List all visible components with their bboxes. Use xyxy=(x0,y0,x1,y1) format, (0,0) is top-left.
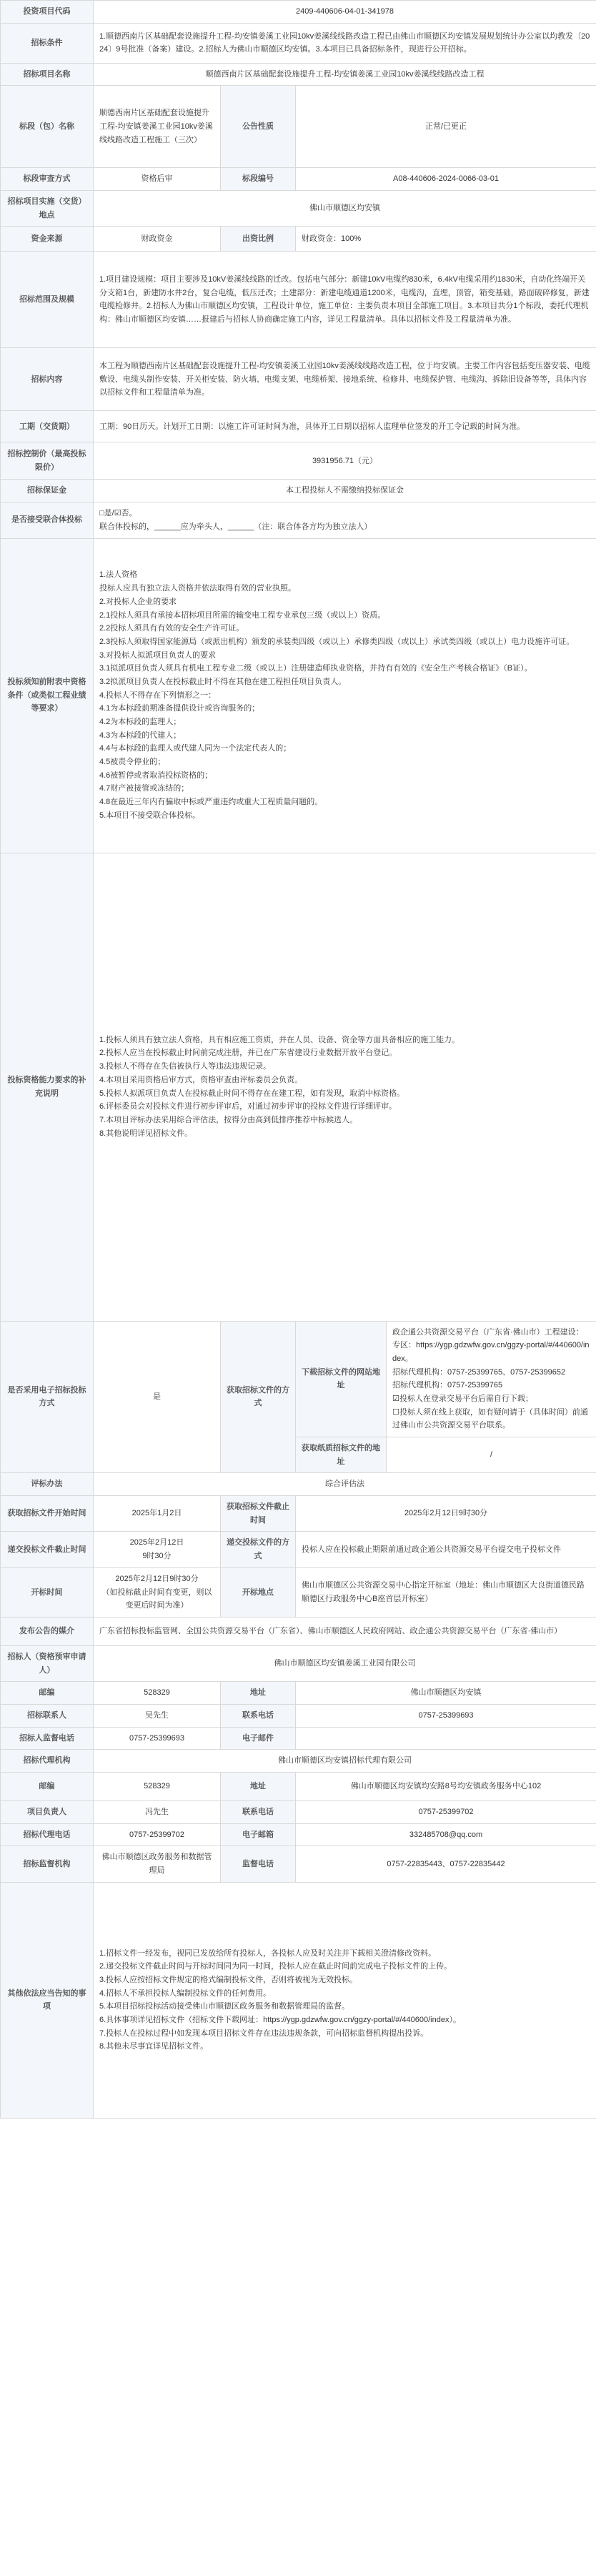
row-tenderer xyxy=(1,1645,596,1681)
value-tenderer-phone: 0757-25399693 xyxy=(296,1704,596,1727)
value-bid-conditions: 1.顺德西南片区基础配套设施提升工程-均安镇姜溪工业园10kv姜溪线线路改造工程已由佛山市顺德区均安镇发展规划统计办公室以均教发〔2024〕9号批准（备案）建设。2.招标人为佛山市顺德区均安镇。3.本项目已具备招标条件，现进行公开招标。 xyxy=(94,23,596,63)
row-funds xyxy=(1,227,596,252)
value-tenderer-email xyxy=(296,1727,596,1750)
row-publish xyxy=(1,1617,596,1645)
value-tenderer-addr: 佛山市顺德区均安镇 xyxy=(296,1682,596,1705)
row-consortium xyxy=(1,502,596,538)
row-price xyxy=(1,442,596,480)
label-bid-conditions: 招标条件 xyxy=(1,23,94,63)
label-section: 标段（包）名称 xyxy=(1,86,94,168)
row-supervise xyxy=(1,1846,596,1882)
value-agency-contact: 冯先生 xyxy=(94,1801,221,1824)
value-funds-source: 财政资金 xyxy=(94,227,221,252)
row-tenderer-addr xyxy=(1,1682,596,1705)
value-content: 本工程为顺德西南片区基础配套设施提升工程-均安镇姜溪工业园10kv姜溪线线路改造工程，位于均安镇。主要工作内容包括变压器安装、电缆敷设、电缆头制作安装、开关柜安装、防火墙、电缆支架、电缆桥架、接地系统、检修井、电缆保护管、电缆沟、拆除旧设备等等，具体内容以招标文件和工程量清单为准。 xyxy=(94,348,596,411)
label-agency-contact: 项目负责人 xyxy=(1,1801,94,1824)
row-content xyxy=(1,348,596,411)
value-project-name: 顺德西南片区基础配套设施提升工程-均安镇姜溪工业园10kv姜溪线线路改造工程 xyxy=(94,63,596,86)
row-requirement xyxy=(1,538,596,853)
label-period: 工期（交货期） xyxy=(1,411,94,442)
row-time-submit xyxy=(1,1532,596,1567)
row-agency-addr xyxy=(1,1773,596,1801)
value-price: 3931956.71（元） xyxy=(94,442,596,480)
label-publish: 发布公告的媒介 xyxy=(1,1617,94,1645)
row-section xyxy=(1,86,596,168)
value-supervise-phone: 0757-22835443、0757-22835442 xyxy=(296,1846,596,1882)
label-open-place: 开标地点 xyxy=(221,1567,296,1617)
value-section-name: 顺德西南片区基础配套设施提升工程-均安镇姜溪工业园10kv姜溪线线路改造工程施工（三次） xyxy=(94,86,221,168)
row-scope xyxy=(1,252,596,348)
label-project-name: 招标项目名称 xyxy=(1,63,94,86)
label-offline: 获取纸质招标文件的地址 xyxy=(296,1437,387,1473)
row-agency-fax xyxy=(1,1823,596,1846)
value-tenderer-contact: 吴先生 xyxy=(94,1704,221,1727)
label-requirement: 投标须知前附表中资格条件（或类似工程业绩等要求） xyxy=(1,538,94,853)
row-tenderer-contact xyxy=(1,1704,596,1727)
label-agency-postcode: 邮编 xyxy=(1,1773,94,1801)
label-funds: 资金来源 xyxy=(1,227,94,252)
row-qualification xyxy=(1,168,596,191)
label-time-acquire: 获取招标文件开始时间 xyxy=(1,1496,94,1532)
value-online: 是 xyxy=(94,1321,221,1473)
value-supervise: 佛山市顺德区政务服务和数据管理局 xyxy=(94,1846,221,1882)
label-time-open: 开标时间 xyxy=(1,1567,94,1617)
label-evaluation-method: 评标办法 xyxy=(1,1473,94,1496)
label-tenderer-contact: 招标联系人 xyxy=(1,1704,94,1727)
label-tenderer-phone: 联系电话 xyxy=(221,1704,296,1727)
value-project-code: 2409-440606-04-01-341978 xyxy=(94,1,596,24)
value-section-type: 正常/已更正 xyxy=(296,86,596,168)
label-tenderer: 招标人（资格预审申请人） xyxy=(1,1645,94,1681)
value-submit-method: 投标人应在投标截止期限前通过政企通公共资源交易平台提交电子投标文件 xyxy=(296,1532,596,1567)
row-period xyxy=(1,411,596,442)
row-tenderer-agent xyxy=(1,1727,596,1750)
row-project-code xyxy=(1,1,596,24)
value-publish: 广东省招标投标监管网、全国公共资源交易平台（广东省）、佛山市顺德区人民政府网站、政企通公共资源交易平台（广东省·佛山市） xyxy=(94,1617,596,1645)
label-agency-addr: 地址 xyxy=(221,1773,296,1801)
value-evaluation: 1.投标人须具有独立法人资格，具有相应施工资质，并在人员、设备、资金等方面具备相应的施工能力。 2.投标人应当在投标截止时间前完成注册，并已在广东省建设行业数据开放平台登记。 3.投标人不得存在失信被执行人等违法违规记录。 4.本项目采用资格后审方式，资格审查由评标委员会负责。 5.投标人拟派项目负责人在投标截止时间不得存在在建工程，如有发现，取消中标资格。 6.评标委员会对投标文件进行初步评审后，对通过初步评审的投标文件进行详细评审。 7.本项目评标办法采用综合评估法，按得分由高到低排序推荐中标候选人。 8.其他说明详见招标文件。 xyxy=(94,853,596,1321)
value-download-site: 政企通公共资源交易平台（广东省·佛山市）工程建设：专区：https://ygp.gdzwfw.gov.cn/ggzy-portal/#/440600/index。 招标代理机构：0757-25399765、0757-25399652 招标代理机构：0757-25399765 ☑投标人在登录交易平台后需自行下载； ☐投标人须在线上获取，如有疑问请于（具体时间）前通过佛山市公共资源交易平台联系。 xyxy=(387,1321,596,1437)
value-agency: 佛山市顺德区均安镇招标代理有限公司 xyxy=(94,1750,596,1773)
value-time-submit: 2025年2月12日 9时30分 xyxy=(94,1532,221,1567)
label-deposit: 招标保证金 xyxy=(1,480,94,502)
row-time-acquire xyxy=(1,1496,596,1532)
row-evaluation-method xyxy=(1,1473,596,1496)
value-scope: 1.项目建设规模：项目主要涉及10kV姜溪线线路的迁改。包括电气部分：新建10kV电缆约830米，6.4kV电缆采用约1830米，自动化终端开关分支箱1台，新建防水井2台，复合电缆，低压迁改；土建部分：新建电缆通道1200米，电缆沟，直埋，顶管，箱变基础，路面破碎修复，新建电缆检修井。2.招标人为佛山市顺德区均安镇，工程设计单位，施工单位：主要负责本项目全部施工项目。3.本项目共分1个标段，委托代理机构：佛山市顺德区均安镇……报建后与招标人协商确定施工内容，详见工程量清单。具体以招标文件及工程量清单为准。 xyxy=(94,252,596,348)
row-deposit xyxy=(1,480,596,502)
row-evaluation xyxy=(1,853,596,1321)
value-other: 1.招标文件一经发布，视同已发放给所有投标人，各投标人应及时关注并下载相关澄清修改资料。 2.递交投标文件截止时间与开标时间同为同一时间，投标人应在截止时间前完成电子投标文件的上传。 3.投标人应按招标文件规定的格式编制投标文件，否则将被视为无效投标。 4.招标人不承担投标人编制投标文件的任何费用。 5.本项目招标投标活动接受佛山市顺德区政务服务和数据管理局的监督。 6.具体事项详见招标文件（招标文件下载网址：https://ygp.gdzwfw.gov.cn/ggzy-portal/#/440600/index）。 7.投标人在投标过程中如发现本项目招标文件存在违法违规条款，可向招标监督机构提出投诉。 8.其他未尽事宜详见招标文件。 xyxy=(94,1882,596,2118)
label-tenderer-addr: 地址 xyxy=(221,1682,296,1705)
value-requirement: 1.法人资格 投标人应具有独立法人资格并依法取得有效的营业执照。 2.对投标人企业的要求 2.1投标人须具有承接本招标项目所需的输变电工程专业承包三级（或以上）资质。 2.2投标人须具有有效的安全生产许可证。 2.3投标人须取得国家能源局（或派出机构）颁发的承装类四级（或以上）承修类四级（或以上）承试类四级（或以上）电力设施许可证。 3.对投标人拟派项目负责人的要求 3.1拟派项目负责人须具有机电工程专业二级（或以上）注册建造师执业资格，并持有有效的《安全生产考核合格证》（B证）。 3.2拟派项目负责人在投标截止时不得在其他在建工程担任项目负责人。 4.投标人不得存在下列情形之一： 4.1为本标段前期准备提供设计或咨询服务的； 4.2为本标段的监理人； 4.3为本标段的代建人； 4.4与本标段的监理人或代建人同为一个法定代表人的； 4.5被责令停业的； 4.6被暂停或者取消投标资格的； 4.7财产被接管或冻结的； 4.8在最近三年内有骗取中标或严重违约或重大工程质量问题的。 5.本项目不接受联合体投标。 xyxy=(94,538,596,853)
label-submit-method: 递交投标文件的方式 xyxy=(221,1532,296,1567)
label-tenderer-agent: 招标人监督电话 xyxy=(1,1727,94,1750)
label-supervise-phone: 监督电话 xyxy=(221,1846,296,1882)
label-time-submit: 递交投标文件截止时间 xyxy=(1,1532,94,1567)
row-time-open xyxy=(1,1567,596,1617)
label-tenderer-email: 电子邮件 xyxy=(221,1727,296,1750)
value-tenderer-postcode: 528329 xyxy=(94,1682,221,1705)
value-deposit: 本工程投标人不需缴纳投标保证金 xyxy=(94,480,596,502)
label-scope: 招标范围及规模 xyxy=(1,252,94,348)
label-content: 招标内容 xyxy=(1,348,94,411)
label-tenderer-postcode: 邮编 xyxy=(1,1682,94,1705)
value-agency-email: 332485708@qq.com xyxy=(296,1823,596,1846)
value-open-place: 佛山市顺德区公共资源交易中心指定开标室（地址：佛山市顺德区大良街道德民路顺德区行政服务中心B座首层开标室） xyxy=(296,1567,596,1617)
label-download-site: 下载招标文件的网站地址 xyxy=(296,1321,387,1437)
row-other xyxy=(1,1882,596,2118)
label-consortium: 是否接受联合体投标 xyxy=(1,502,94,538)
label-agency-email: 电子邮箱 xyxy=(221,1823,296,1846)
value-time-open: 2025年2月12日9时30分 （如投标截止时间有变更，则以变更后时间为准） xyxy=(94,1567,221,1617)
label-time-acquire-end: 获取招标文件截止时间 xyxy=(221,1496,296,1532)
value-section-code: A08-440606-2024-0066-03-01 xyxy=(296,168,596,191)
value-time-acquire-end: 2025年2月12日9时30分 xyxy=(296,1496,596,1532)
value-agency-phone: 0757-25399702 xyxy=(296,1801,596,1824)
row-location xyxy=(1,191,596,227)
row-agency-contact xyxy=(1,1801,596,1824)
label-agency: 招标代理机构 xyxy=(1,1750,94,1773)
row-online-1 xyxy=(1,1321,596,1437)
label-agency-fax: 招标代理电话 xyxy=(1,1823,94,1846)
label-location: 招标项目实施（交货）地点 xyxy=(1,191,94,227)
value-evaluation-method: 综合评估法 xyxy=(94,1473,596,1496)
row-project-name xyxy=(1,63,596,86)
label-section-type: 公告性质 xyxy=(221,86,296,168)
label-project-code: 投资项目代码 xyxy=(1,1,94,24)
value-tenderer-agent: 0757-25399693 xyxy=(94,1727,221,1750)
value-agency-postcode: 528329 xyxy=(94,1773,221,1801)
label-agency-phone: 联系电话 xyxy=(221,1801,296,1824)
value-consortium: □是/☑否。 联合体投标的，______应为牵头人，______（注：联合体各方均为独立法人） xyxy=(94,502,596,538)
label-supervise: 招标监督机构 xyxy=(1,1846,94,1882)
label-qualification: 标段审查方式 xyxy=(1,168,94,191)
label-section-code: 标段编号 xyxy=(221,168,296,191)
value-time-acquire: 2025年1月2日 xyxy=(94,1496,221,1532)
row-agency xyxy=(1,1750,596,1773)
label-acquire: 获取招标文件的方式 xyxy=(221,1321,296,1473)
label-evaluation: 投标资格能力要求的补充说明 xyxy=(1,853,94,1321)
value-qualification: 资格后审 xyxy=(94,168,221,191)
value-funds-ratio: 财政资金：100% xyxy=(296,227,596,252)
value-location: 佛山市顺德区均安镇 xyxy=(94,191,596,227)
value-tenderer: 佛山市顺德区均安镇姜溪工业园有限公司 xyxy=(94,1645,596,1681)
value-agency-addr: 佛山市顺德区均安镇均安路8号均安镇政务服务中心102 xyxy=(296,1773,596,1801)
label-other: 其他依法应当告知的事项 xyxy=(1,1882,94,2118)
label-price: 招标控制价（最高投标限价） xyxy=(1,442,94,480)
row-bid-conditions xyxy=(1,23,596,63)
value-period: 工期：90日历天。计划开工日期：以施工许可证时间为准，具体开工日期以招标人监理单位签发的开工令记载的时间为准。 xyxy=(94,411,596,442)
value-agency-fax: 0757-25399702 xyxy=(94,1823,221,1846)
value-offline: / xyxy=(387,1437,596,1473)
label-online: 是否采用电子招标投标方式 xyxy=(1,1321,94,1473)
label-funds-ratio: 出资比例 xyxy=(221,227,296,252)
